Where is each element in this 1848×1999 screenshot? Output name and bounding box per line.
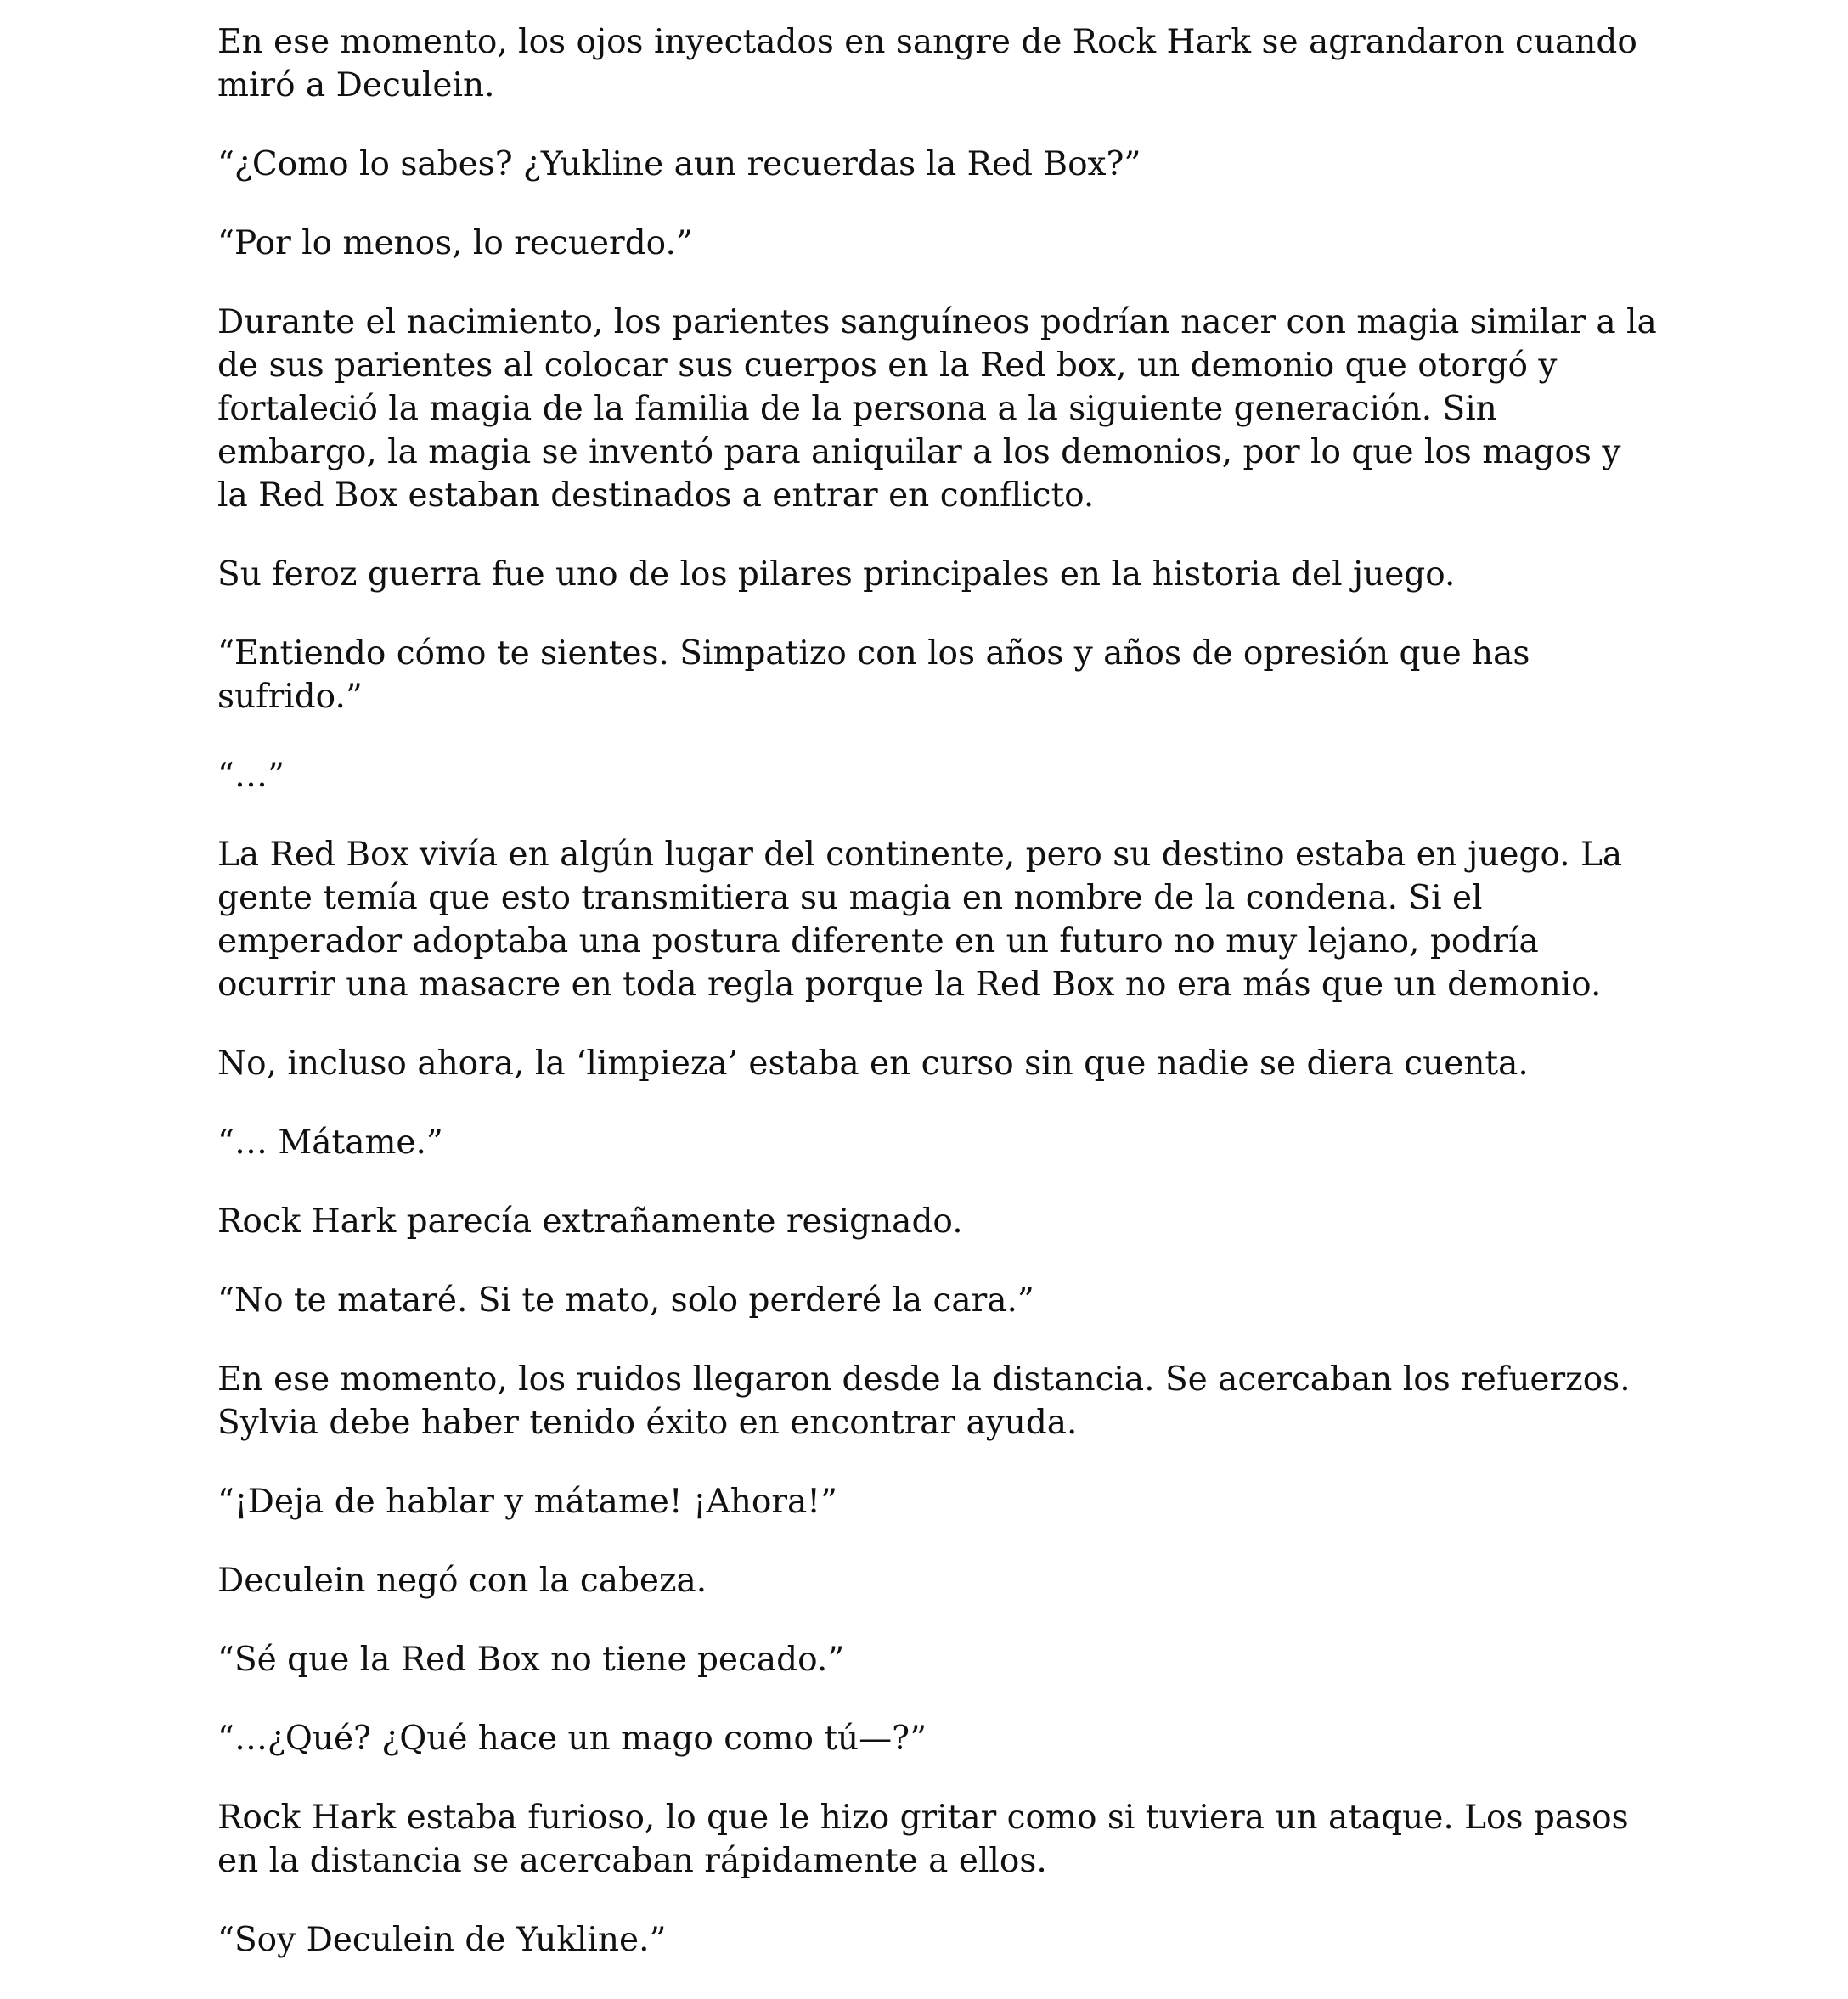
paragraph-16: “Sé que la Red Box no tiene pecado.” — [217, 1641, 845, 1679]
paragraph-1: En ese momento, los ojos inyectados en sangre de Rock Hark se agrandaron cuando miró a Deculein. — [217, 23, 1637, 104]
paragraph-4: Durante el nacimiento, los parientes sanguíneos podrían nacer con magia similar a la de sus parientes al colocar sus cuerpos en la Red box, un demonio que otorgó y fortaleció la magia de la familia de la persona a la siguiente generación. Sin embargo, la magia se inventó para aniquilar a los demonios, por lo que los magos y la Red Box estaban destinados a entrar en conflicto. — [217, 303, 1657, 515]
paragraph-7: “…” — [217, 757, 285, 795]
paragraph-14: “¡Deja de hablar y mátame! ¡Ahora!” — [217, 1483, 837, 1521]
paragraph-15: Deculein negó con la cabeza. — [217, 1562, 707, 1600]
paragraph-2: “¿Como lo sabes? ¿Yukline aun recuerdas la Red Box?” — [217, 145, 1141, 183]
paragraph-5: Su feroz guerra fue uno de los pilares principales en la historia del juego. — [217, 555, 1456, 594]
paragraph-18: Rock Hark estaba furioso, lo que le hizo gritar como si tuviera un ataque. Los pasos en la distancia se acercaban rápidamente a ellos. — [217, 1799, 1629, 1880]
paragraph-3: “Por lo menos, lo recuerdo.” — [217, 224, 693, 262]
paragraph-12: “No te mataré. Si te mato, solo perderé la cara.” — [217, 1281, 1034, 1320]
paragraph-13: En ese momento, los ruidos llegaron desde la distancia. Se acercaban los refuerzos. Sylvia debe haber tenido éxito en encontrar ayuda. — [217, 1360, 1631, 1442]
document-page — [217, 20, 1661, 1997]
paragraph-9: No, incluso ahora, la ‘limpieza’ estaba en curso sin que nadie se diera cuenta. — [217, 1045, 1529, 1083]
paragraph-8: La Red Box vivía en algún lugar del continente, pero su destino estaba en juego. La gente temía que esto transmitiera su magia en nombre de la condena. Si el emperador adoptaba una postura diferente en un futuro no muy lejano, podría ocurrir una masacre en toda regla porque la Red Box no era más que un demonio. — [217, 836, 1623, 1004]
paragraph-6: “Entiendo cómo te sientes. Simpatizo con los años y años de opresión que has sufrido.” — [217, 634, 1530, 716]
paragraph-11: Rock Hark parecía extrañamente resignado. — [217, 1202, 963, 1241]
paragraph-19: “Soy Deculein de Yukline.” — [217, 1921, 667, 1959]
paragraph-17: “…¿Qué? ¿Qué hace un mago como tú—?” — [217, 1720, 927, 1758]
paragraph-10: “… Mátame.” — [217, 1123, 443, 1162]
